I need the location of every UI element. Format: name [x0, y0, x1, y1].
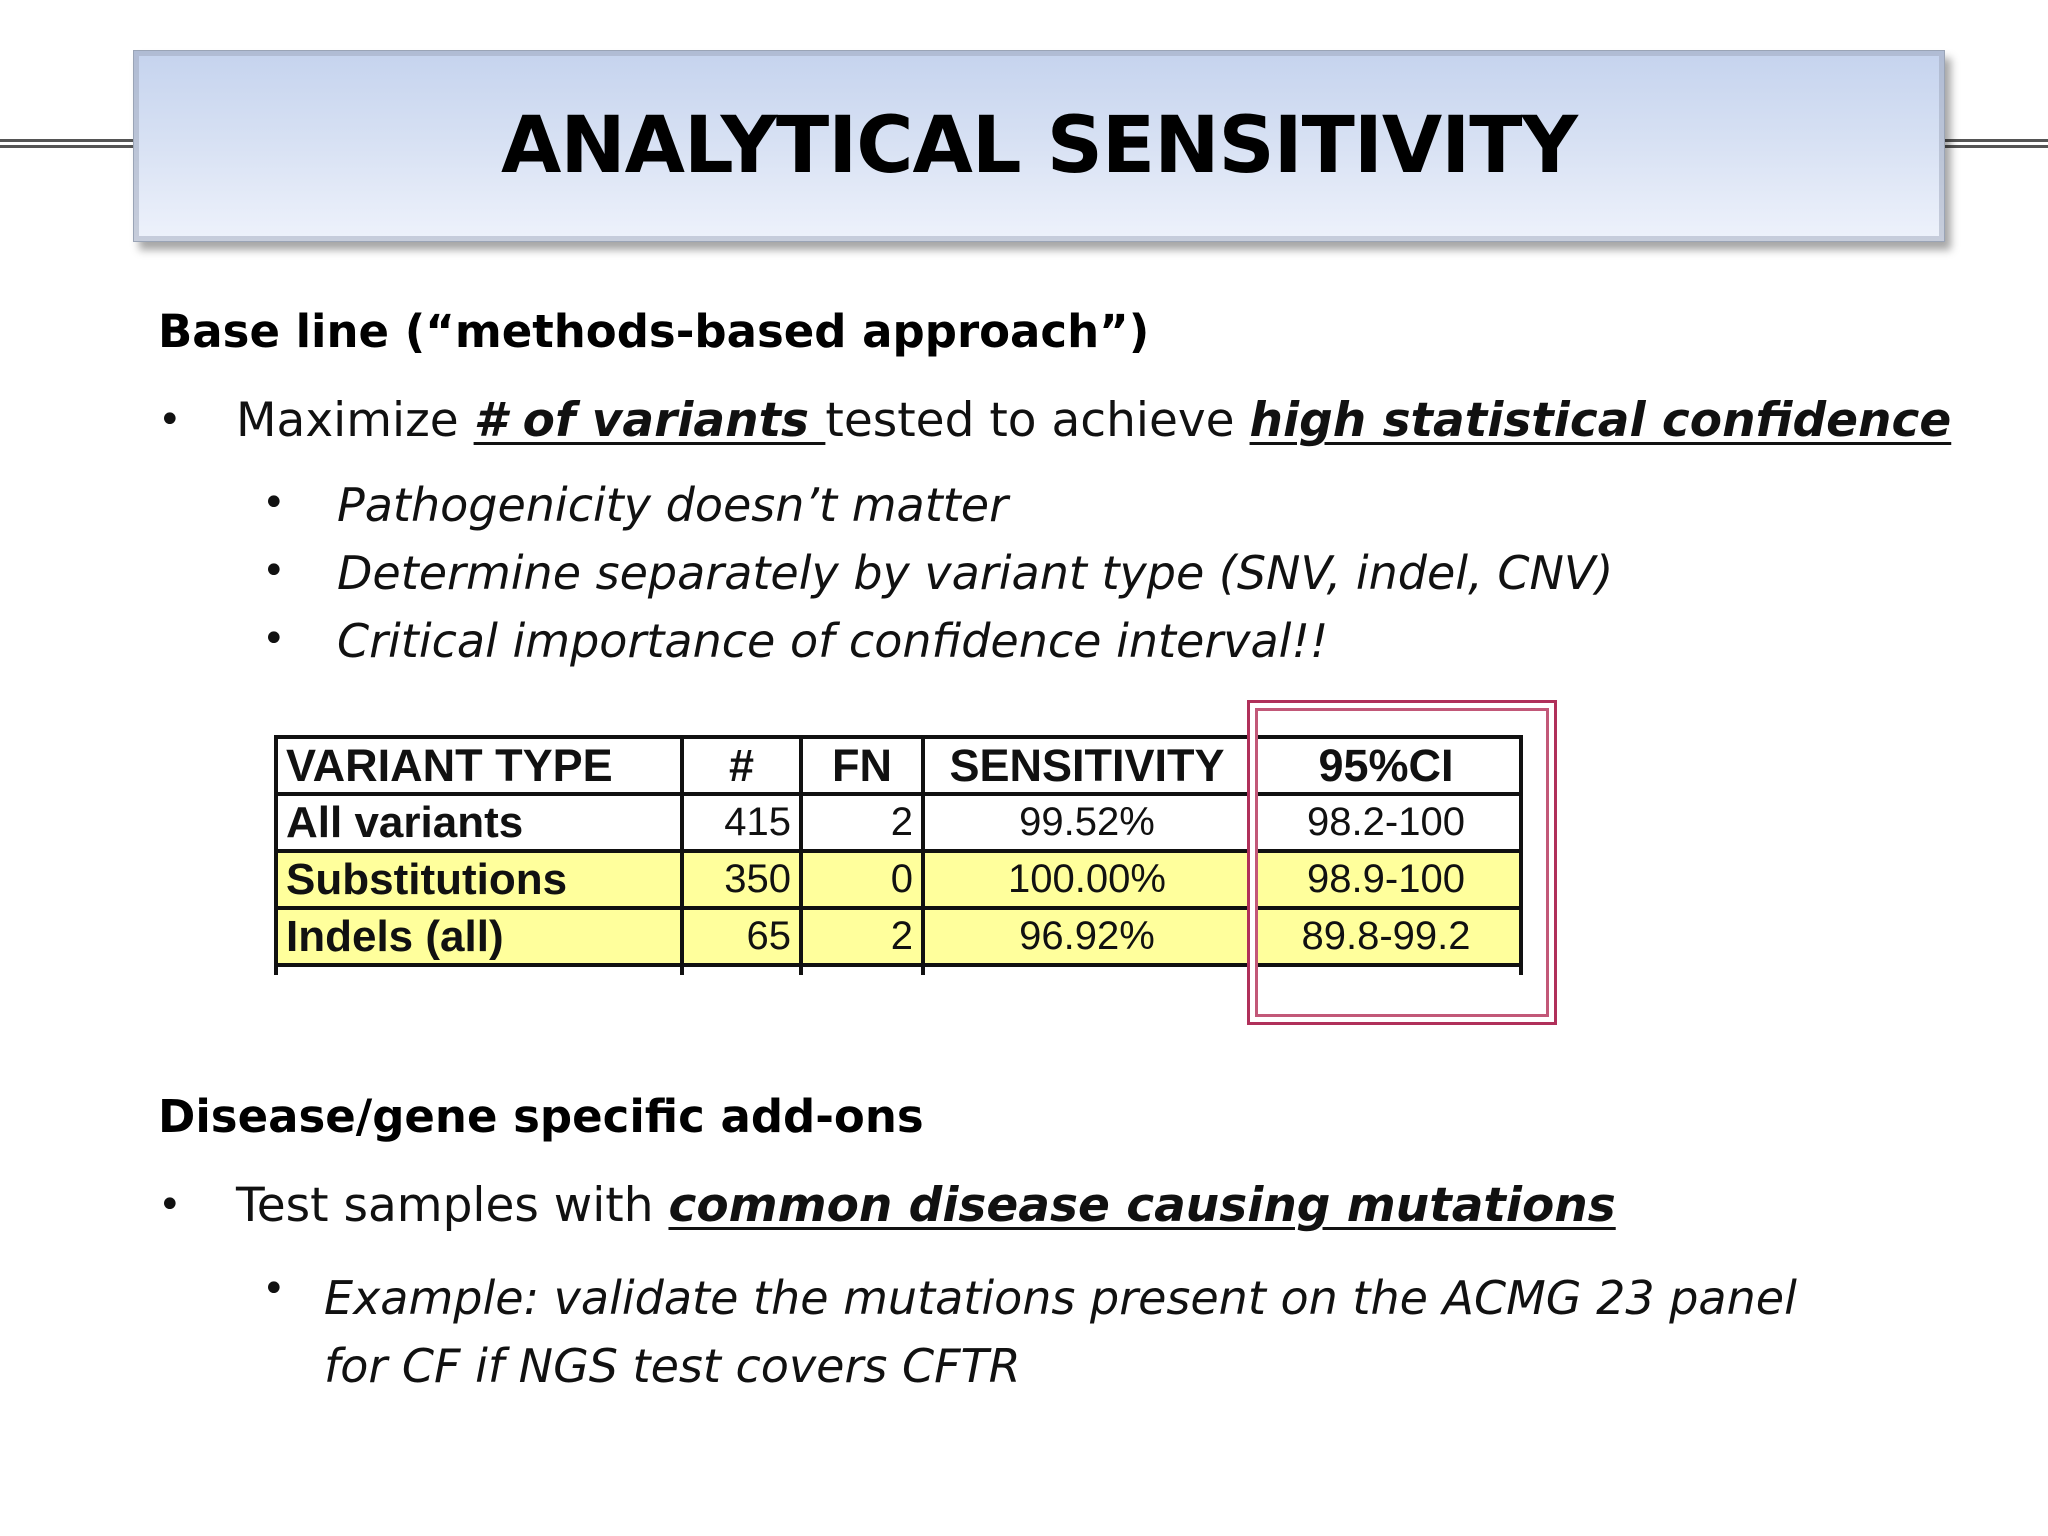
- ci-highlight-box: [1247, 700, 1557, 1025]
- header-fn: FN: [801, 737, 923, 794]
- sub-bullet-3: [262, 614, 1329, 668]
- cell-sensitivity: 100.00%: [923, 851, 1251, 908]
- addons-heading: Disease/gene specific add-ons: [158, 1090, 924, 1143]
- sub-bullet-text: Critical importance of confidence interval!!: [337, 614, 1329, 668]
- cell-count: 65: [682, 908, 801, 965]
- emphasis-mutations: common disease causing mutations: [668, 1178, 1616, 1233]
- example-line-2: for CF if NGS test covers CFTR: [324, 1339, 1021, 1393]
- sub-bullet-text: Determine separately by variant type (SNV, indel, CNV): [337, 546, 1614, 600]
- cell-variant-type: Substitutions: [276, 851, 682, 908]
- cell-fn: 2: [801, 794, 923, 851]
- cell-count: 415: [682, 794, 801, 851]
- bullet-marker: •: [158, 397, 182, 443]
- cell-sensitivity: 96.92%: [923, 908, 1251, 965]
- cell-sensitivity: 99.52%: [923, 794, 1251, 851]
- bullet-text-prefix: Test samples with: [236, 1178, 669, 1233]
- sub-bullet-2: [262, 546, 1614, 600]
- cell-count: 350: [682, 851, 801, 908]
- emphasis-confidence: high statistical confidence: [1249, 393, 1952, 448]
- header-sensitivity: SENSITIVITY: [923, 737, 1251, 794]
- cropped-cell: [682, 965, 801, 975]
- bullet-text-prefix: Maximize: [236, 393, 474, 448]
- sub-bullet-marker: •: [262, 480, 286, 526]
- header-count: #: [682, 737, 801, 794]
- header-ci: 95%CI: [1251, 737, 1521, 794]
- slide-title: ANALYTICAL SENSITIVITY: [501, 101, 1577, 191]
- sub-bullet-marker: •: [262, 548, 286, 594]
- addons-example-text: [324, 1264, 1797, 1400]
- cell-ci: 98.2-100: [1251, 794, 1521, 851]
- addons-sub-bullet: [262, 1264, 1797, 1400]
- cell-fn: 0: [801, 851, 923, 908]
- cropped-cell: [276, 965, 682, 975]
- sub-bullet-marker: •: [262, 616, 286, 662]
- addons-bullet-text: [236, 1178, 1616, 1233]
- title-decoration-left: [0, 139, 140, 142]
- cropped-cell: [923, 965, 1251, 975]
- baseline-heading: Base line (“methods-based approach”): [158, 305, 1150, 358]
- bullet-text-middle: tested to achieve: [825, 393, 1250, 448]
- cell-fn: 2: [801, 908, 923, 965]
- sub-bullet-text: Pathogenicity doesn’t matter: [337, 478, 1008, 532]
- cell-ci: 98.9-100: [1251, 851, 1521, 908]
- cell-variant-type: All variants: [276, 794, 682, 851]
- cropped-cell: [801, 965, 923, 975]
- bullet-marker: •: [158, 1182, 182, 1228]
- example-line-1: Example: validate the mutations present on the ACMG 23 panel: [324, 1271, 1797, 1325]
- sub-bullet-marker: •: [262, 1266, 286, 1312]
- title-decoration-right: [1940, 139, 2048, 142]
- baseline-bullet-text: [236, 393, 1951, 448]
- cell-variant-type: Indels (all): [276, 908, 682, 965]
- sub-bullet-1: [262, 478, 1008, 532]
- header-variant-type: VARIANT TYPE: [276, 737, 682, 794]
- cell-ci: 89.8-99.2: [1251, 908, 1521, 965]
- baseline-bullet: [158, 393, 1952, 448]
- emphasis-variants: # of variants: [473, 393, 826, 448]
- title-bar: [133, 50, 1945, 242]
- addons-bullet: [158, 1178, 1616, 1233]
